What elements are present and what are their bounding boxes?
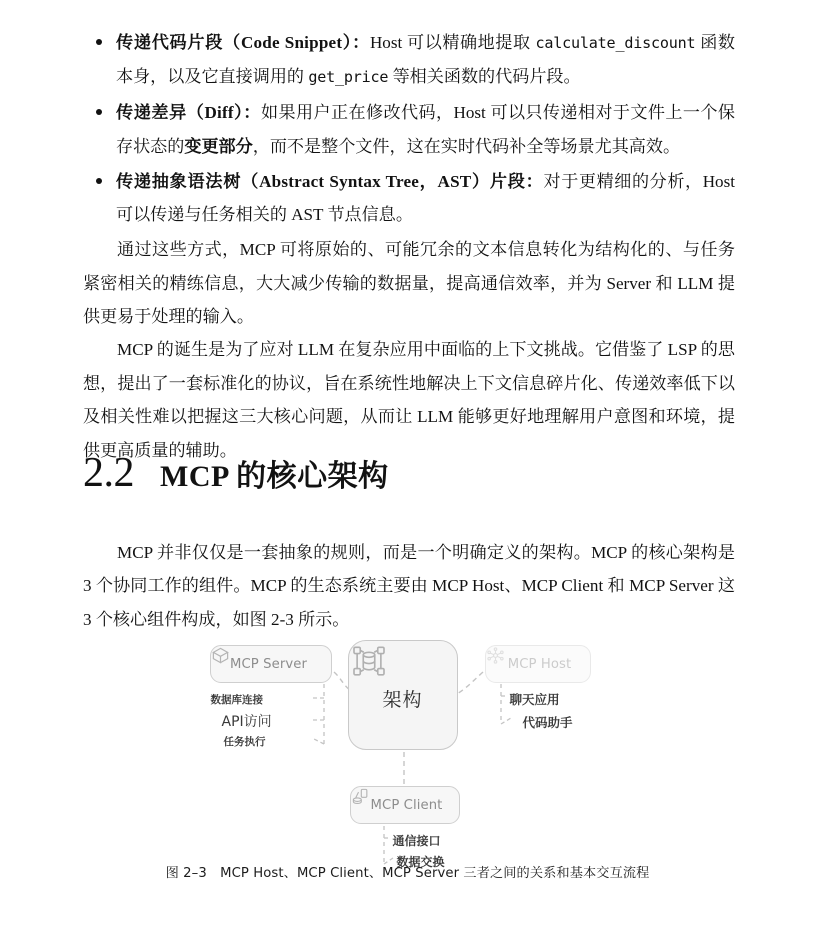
page-title: [83, 452, 389, 494]
diagram-node-mcp-server[interactable]: [210, 645, 332, 683]
diagram-label-task-execution: 任务执行: [223, 736, 266, 748]
diagram-label-code-assistant: 代码助手: [522, 715, 573, 730]
bullet-term: 传递差异（Diff）：: [116, 103, 262, 123]
list-item: [83, 96, 735, 162]
diagram-label-database-connection: 数据库连接: [210, 694, 263, 706]
paragraph: MCP 并非仅仅是一套抽象的规则，而是一个明确定义的架构。MCP 的核心架构是 3 个协同工作的组件。MCP 的生态系统主要由 MCP Host、MCP Client 和 MCP Server 这 3 个核心组件构成，如图 2-3 所示。: [83, 543, 735, 629]
bullet-text-seg: 对于更精细的分析，Host 可以传递与任务相关的 AST 节点信息。: [116, 171, 735, 225]
code-token: calculate_discount: [535, 34, 696, 52]
paragraph: 通过这些方式，MCP 可将原始的、可能冗余的文本信息转化为结构化的、与任务紧密相关的精练信息，大大减少传输的数据量，提高通信效率，并为 Server 和 LLM 提供更易于处理的输入。: [83, 240, 735, 327]
bullet-text-seg: 函数本身，以及它直接调用的: [116, 33, 736, 87]
bullet-dot-icon: [96, 109, 102, 115]
bullet-dot-icon: [96, 178, 102, 184]
diagram-label-data-exchange: 数据交换: [396, 855, 445, 869]
diagram-label-api-access: API访问: [221, 714, 272, 730]
code-token: get_price: [308, 68, 389, 87]
bullet-list: [83, 26, 735, 231]
bullet-term: 传递代码片段（Code Snippet）：: [116, 33, 370, 52]
diagram-center-label: 架构: [382, 689, 423, 711]
diagram-node-label: MCP Client: [370, 797, 443, 813]
section-number: 2.2: [83, 450, 134, 496]
bullet-term: 传递抽象语法树（Abstract Syntax Tree，AST）片段：: [116, 171, 544, 191]
list-item: [83, 165, 735, 231]
paragraph: MCP 的诞生是为了应对 LLM 在复杂应用中面临的上下文挑战。它借鉴了 LSP 的思想，提出了一套标准化的协议，旨在系统性地解决上下文信息碎片化、传递效率低下以及相关性难以把握这三大核心问题，从而让 LLM 能够更好地理解用户意图和环境，提供更高质量的辅助。: [83, 340, 735, 460]
diagram-node-architecture[interactable]: [348, 640, 458, 750]
diagram-label-communication-interface: 通信接口: [392, 834, 441, 848]
figure: [0, 632, 815, 869]
connector-server-tick-3: [314, 739, 324, 744]
connector-host-tick-2: [501, 718, 511, 724]
section-body: [83, 536, 735, 636]
bullet-text-seg: ，而不是整个文件，这在实时代码补全等场景尤其高效。: [252, 136, 681, 156]
bullet-text-seg: 等相关函数的代码片段。: [388, 67, 581, 87]
bullet-text-seg: 如果用户正在修改代码，Host 可以只传递相对于文件上一个保存状态的: [116, 103, 735, 156]
list-item: [83, 26, 735, 94]
bullet-emphasis: 变更部分: [184, 136, 253, 156]
connector-host-center: [457, 672, 483, 694]
bullet-dot-icon: [96, 39, 102, 45]
body-content: [83, 26, 735, 467]
bullet-text-seg: Host 可以精确地提取: [369, 33, 536, 52]
diagram-node-label: MCP Host: [507, 656, 572, 672]
diagram-label-chat-app: 聊天应用: [509, 692, 560, 707]
diagram-node-mcp-host[interactable]: [485, 645, 591, 683]
figure-caption: 图 2–3 MCP Host、MCP Client、MCP Server 三者之间的关系和基本交互流程: [165, 866, 650, 881]
architecture-diagram: [193, 632, 623, 869]
diagram-node-mcp-client[interactable]: [350, 786, 460, 824]
diagram-node-label: MCP Server: [230, 656, 307, 672]
section-title: MCP 的核心架构: [160, 460, 389, 493]
